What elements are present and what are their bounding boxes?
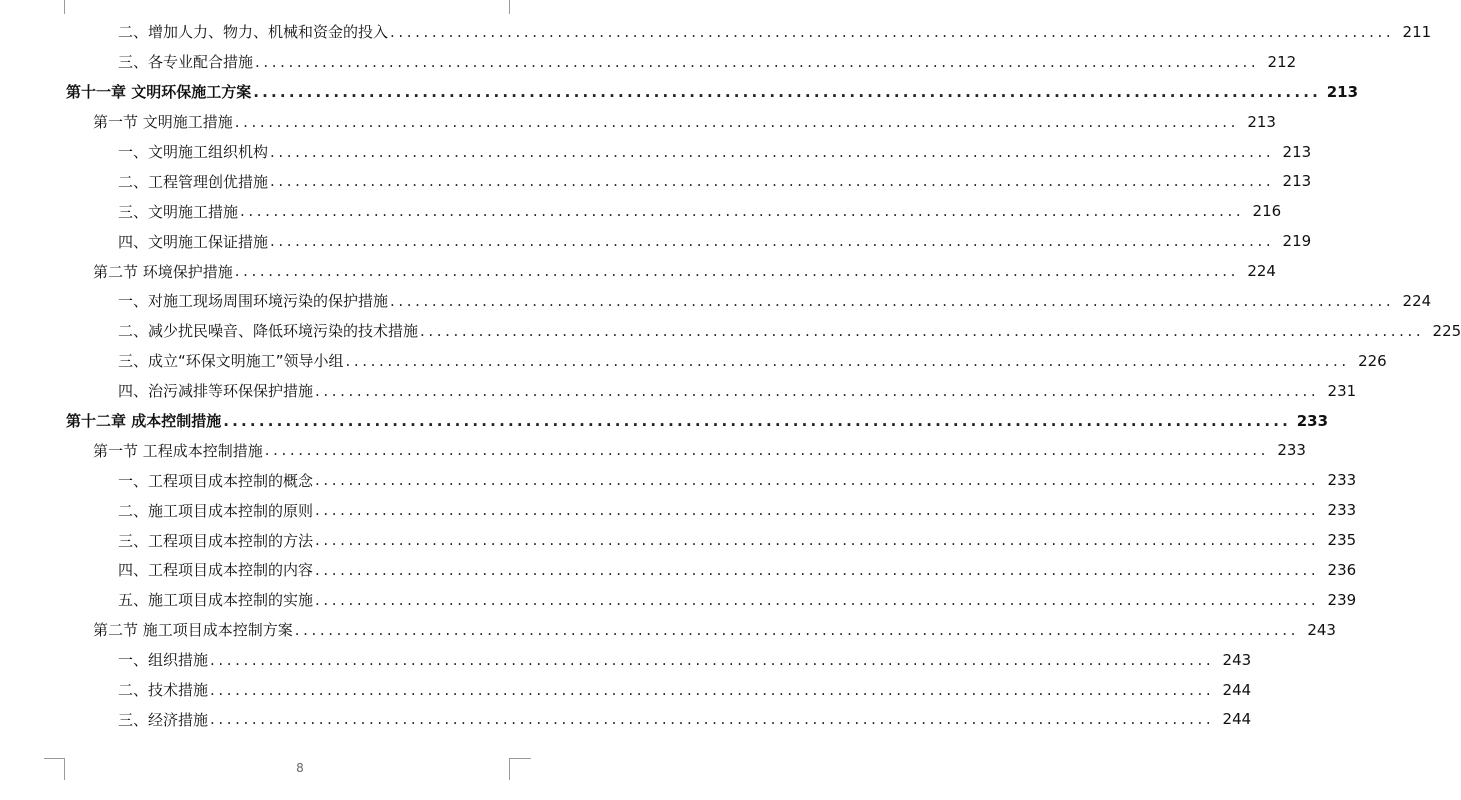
dot-leader: ........................................................................................................................ — [315, 471, 1320, 490]
dot-leader: ........................................................................................................................ — [315, 590, 1320, 609]
toc-entry-title: 四、工程项目成本控制的内容 — [118, 561, 314, 580]
toc-entry-page: 233 — [1296, 411, 1329, 430]
crop-mark-top-left-v — [64, 0, 65, 14]
toc-entry-page: 233 — [1327, 471, 1357, 490]
toc-entry[interactable] — [0, 346, 1387, 376]
toc-entry-page: 244 — [1222, 680, 1252, 699]
dot-leader: ........................................................................................................................ — [315, 501, 1320, 520]
dot-leader: ........................................................................................................................ — [345, 351, 1350, 370]
toc-entry[interactable] — [0, 226, 1312, 256]
dot-leader: ........................................................................................................................ — [264, 441, 1269, 460]
dot-leader: ........................................................................................................................ — [315, 560, 1320, 579]
toc-entry-title: 三、各专业配合措施 — [118, 53, 254, 72]
toc-entry-title: 第一节 文明施工措施 — [93, 113, 233, 132]
toc-entry-page: 231 — [1327, 381, 1357, 400]
toc-entry-title: 二、减少扰民噪音、降低环境污染的技术措施 — [118, 322, 419, 341]
toc-entry-title: 二、工程管理创优措施 — [118, 172, 269, 191]
dot-leader: ........................................................................................................................ — [240, 202, 1245, 221]
toc-entry-title: 二、施工项目成本控制的原则 — [118, 501, 314, 520]
toc-entry-title: 一、文明施工组织机构 — [118, 143, 269, 161]
dot-leader: ........................................................................................................................ — [223, 411, 1292, 430]
dot-leader: ........................................................................................................................ — [210, 680, 1215, 699]
toc-entry-title: 第十二章 成本控制措施 — [66, 412, 222, 431]
toc-entry-title: 第一节 工程成本控制措施 — [93, 441, 263, 460]
dot-leader: ........................................................................................................................ — [420, 321, 1425, 340]
toc-entry[interactable] — [0, 585, 1357, 615]
toc-entry[interactable] — [0, 286, 1432, 316]
dot-leader: ........................................................................................................................ — [270, 172, 1275, 191]
toc-entry[interactable] — [0, 47, 1297, 77]
toc-entry[interactable] — [0, 406, 1329, 436]
toc-entry-title: 一、工程项目成本控制的概念 — [118, 471, 314, 490]
toc-entry-page: 213 — [1282, 172, 1312, 191]
dot-leader: ........................................................................................................................ — [270, 232, 1275, 251]
toc-entry-title: 四、文明施工保证措施 — [118, 232, 269, 251]
toc-entry-page: 213 — [1326, 82, 1359, 101]
toc-entry-page: 233 — [1277, 441, 1306, 460]
crop-mark-bottom-right-h — [509, 758, 531, 759]
toc-entry-title: 第二节 环境保护措施 — [93, 262, 233, 281]
toc-entry[interactable] — [0, 376, 1357, 406]
toc-entry-page: 224 — [1402, 291, 1432, 310]
toc-entry-page: 219 — [1282, 232, 1312, 251]
toc-entry[interactable] — [0, 17, 1432, 47]
page-number: 8 — [296, 761, 304, 775]
toc-entry-title: 三、工程项目成本控制的方法 — [118, 531, 314, 550]
dot-leader: ........................................................................................................................ — [255, 52, 1260, 71]
toc-entry-page: 244 — [1222, 710, 1252, 729]
dot-leader: ........................................................................................................................ — [210, 710, 1215, 729]
dot-leader: ........................................................................................................................ — [315, 531, 1320, 550]
toc-entry-page: 225 — [1432, 321, 1461, 340]
toc-entry-page: 213 — [1282, 142, 1312, 161]
toc-entry-page: 235 — [1327, 531, 1357, 550]
toc-entry-page: 236 — [1327, 560, 1357, 579]
toc-entry-title: 第十一章 文明环保施工方案 — [66, 83, 252, 102]
toc-entry-title: 五、施工项目成本控制的实施 — [118, 591, 314, 610]
toc-entry[interactable] — [0, 495, 1357, 525]
toc-entry-page: 243 — [1307, 620, 1336, 639]
toc-entry-page: 216 — [1252, 202, 1282, 221]
toc-entry[interactable] — [0, 316, 1461, 346]
toc-entry[interactable] — [0, 77, 1359, 107]
toc-entry-title: 一、组织措施 — [118, 651, 209, 670]
toc-entry-page: 224 — [1247, 262, 1276, 281]
toc-entry-page: 226 — [1358, 351, 1387, 370]
toc-entry[interactable] — [0, 196, 1282, 226]
toc-entry[interactable] — [0, 645, 1252, 675]
crop-mark-bottom-left-h — [44, 758, 65, 759]
dot-leader: ........................................................................................................................ — [270, 142, 1275, 161]
toc-entry[interactable] — [0, 435, 1306, 465]
toc-entry-title: 第二节 施工项目成本控制方案 — [93, 621, 293, 640]
toc-entry[interactable] — [0, 256, 1276, 286]
toc-entry-page: 239 — [1327, 590, 1357, 609]
toc-entry[interactable] — [0, 555, 1357, 585]
crop-mark-top-right-v — [509, 0, 510, 14]
toc-entry-title: 三、成立“环保文明施工”领导小组 — [118, 352, 344, 371]
dot-leader: ........................................................................................................................ — [294, 620, 1299, 639]
toc-entry-title: 三、经济措施 — [118, 710, 209, 729]
dot-leader: ........................................................................................................................ — [390, 291, 1395, 310]
dot-leader: ........................................................................................................................ — [234, 112, 1239, 131]
toc-entry-title: 四、治污减排等环保保护措施 — [118, 382, 314, 401]
toc-entry-page: 212 — [1267, 52, 1297, 71]
toc-entry[interactable] — [0, 166, 1312, 196]
dot-leader: ........................................................................................................................ — [210, 650, 1215, 669]
toc-entry[interactable] — [0, 465, 1357, 495]
toc-entry-title: 一、对施工现场周围环境污染的保护措施 — [118, 292, 389, 311]
toc-entry-title: 三、文明施工措施 — [118, 202, 239, 221]
dot-leader: ........................................................................................................................ — [315, 381, 1320, 400]
toc-entry[interactable] — [0, 704, 1252, 734]
table-of-contents — [0, 17, 1461, 734]
toc-entry[interactable] — [0, 107, 1276, 137]
toc-entry[interactable] — [0, 615, 1336, 645]
toc-entry-page: 211 — [1402, 22, 1432, 41]
toc-entry-title: 二、技术措施 — [118, 681, 209, 700]
dot-leader: ........................................................................................................................ — [234, 262, 1239, 281]
toc-entry[interactable] — [0, 137, 1312, 167]
toc-entry-page: 243 — [1222, 650, 1252, 669]
toc-entry[interactable] — [0, 525, 1357, 555]
dot-leader: ........................................................................................................................ — [390, 22, 1395, 41]
dot-leader: ........................................................................................................................ — [253, 82, 1322, 101]
toc-entry-page: 213 — [1247, 112, 1276, 131]
toc-entry[interactable] — [0, 675, 1252, 705]
toc-entry-page: 233 — [1327, 501, 1357, 520]
toc-entry-title: 二、增加人力、物力、机械和资金的投入 — [118, 23, 389, 42]
